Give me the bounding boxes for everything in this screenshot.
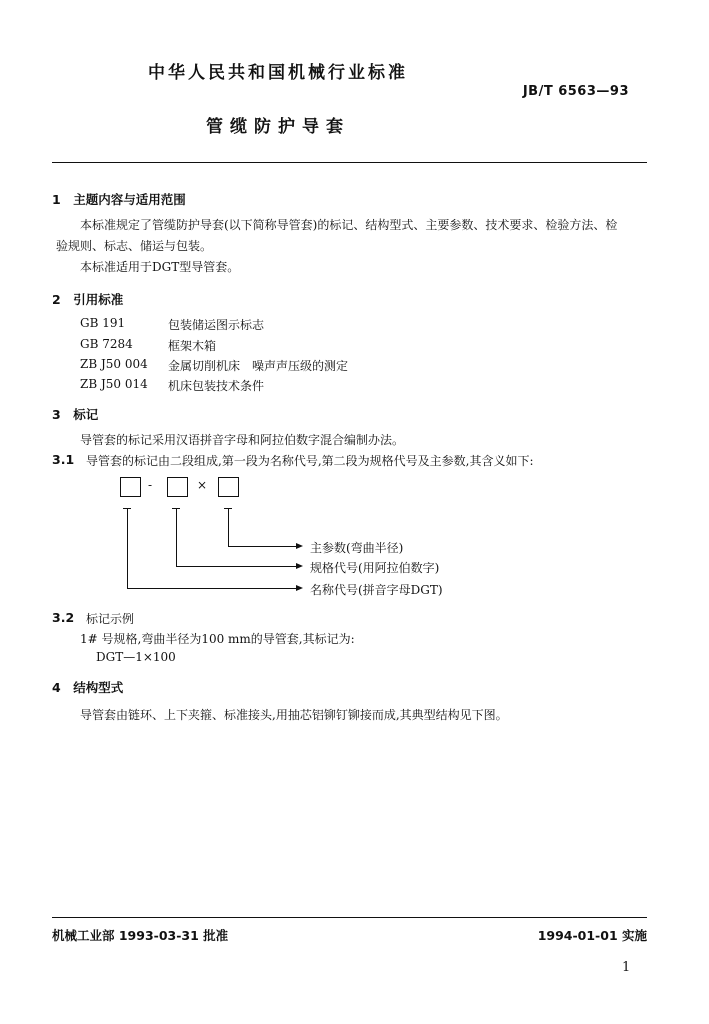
section-4-heading: 4 结构型式 — [52, 680, 124, 695]
reference-code: ZB J50 004 — [80, 357, 148, 371]
reference-code: GB 7284 — [80, 337, 133, 351]
dash-symbol: - — [148, 478, 153, 492]
section-3-heading: 3 标记 — [52, 407, 99, 422]
reference-title: 金属切削机床 噪声声压级的测定 — [168, 359, 349, 373]
example-line: 1# 号规格,弯曲半径为100 mm的导管套,其标记为: — [80, 632, 355, 646]
subsection-3-2-heading: 标记示例 — [86, 612, 135, 626]
arrow-icon — [296, 543, 303, 549]
subsection-3-1-text: 导管套的标记由二段组成,第一段为名称代号,第二段为规格代号及主参数,其含义如下: — [86, 454, 534, 468]
footer-rule — [52, 917, 647, 918]
approval-date: 机械工业部 1993-03-31 批准 — [52, 928, 229, 943]
arrow-icon — [296, 563, 303, 569]
example-mark: DGT—1×100 — [96, 650, 176, 664]
subsection-3-1-number: 3.1 — [52, 452, 75, 467]
reference-code: ZB J50 014 — [80, 377, 148, 391]
name-code-box — [120, 477, 141, 497]
main-param-box — [218, 477, 239, 497]
implementation-date: 1994-01-01 实施 — [537, 928, 647, 943]
page-number: 1 — [622, 960, 631, 975]
leader-horizontal — [228, 546, 298, 547]
section-1-para2: 本标准适用于DGT型导管套。 — [80, 260, 240, 274]
subsection-3-2-number: 3.2 — [52, 610, 75, 625]
label-name-code: 名称代号(拼音字母DGT) — [310, 583, 443, 597]
section-3-para: 导管套的标记采用汉语拼音字母和阿拉伯数字混合编制办法。 — [80, 433, 405, 447]
reference-title: 机床包装技术条件 — [168, 379, 265, 393]
header-rule — [52, 162, 647, 163]
section-1-para1-line2: 验规则、标志、储运与包装。 — [56, 239, 213, 253]
arrow-icon — [296, 585, 303, 591]
reference-code: GB 191 — [80, 316, 126, 330]
section-1-heading: 1 主题内容与适用范围 — [52, 192, 186, 207]
label-spec-code: 规格代号(用阿拉伯数字) — [310, 561, 440, 575]
leader-horizontal — [176, 566, 298, 567]
reference-title: 包装储运图示标志 — [168, 318, 265, 332]
reference-title: 框架木箱 — [168, 339, 217, 353]
spec-code-box — [167, 477, 188, 497]
section-4-para: 导管套由链环、上下夹箍、标准接头,用抽芯铝铆钉铆接而成,其典型结构见下图。 — [80, 708, 508, 722]
document-title: 管缆防护导套 — [206, 117, 350, 137]
standard-category: 中华人民共和国机械行业标准 — [148, 63, 408, 83]
leader-horizontal — [127, 588, 298, 589]
section-2-heading: 2 引用标准 — [52, 292, 124, 307]
label-main-parameter: 主参数(弯曲半径) — [310, 541, 404, 555]
section-1-para1-line1: 本标准规定了管缆防护导套(以下简称导管套)的标记、结构型式、主要参数、技术要求、检验方法、检 — [80, 218, 618, 232]
leader-vertical — [127, 508, 128, 588]
leader-vertical — [176, 508, 177, 566]
standard-number: JB/T 6563—93 — [522, 84, 629, 99]
leader-vertical — [228, 508, 229, 546]
times-symbol: × — [197, 478, 208, 492]
